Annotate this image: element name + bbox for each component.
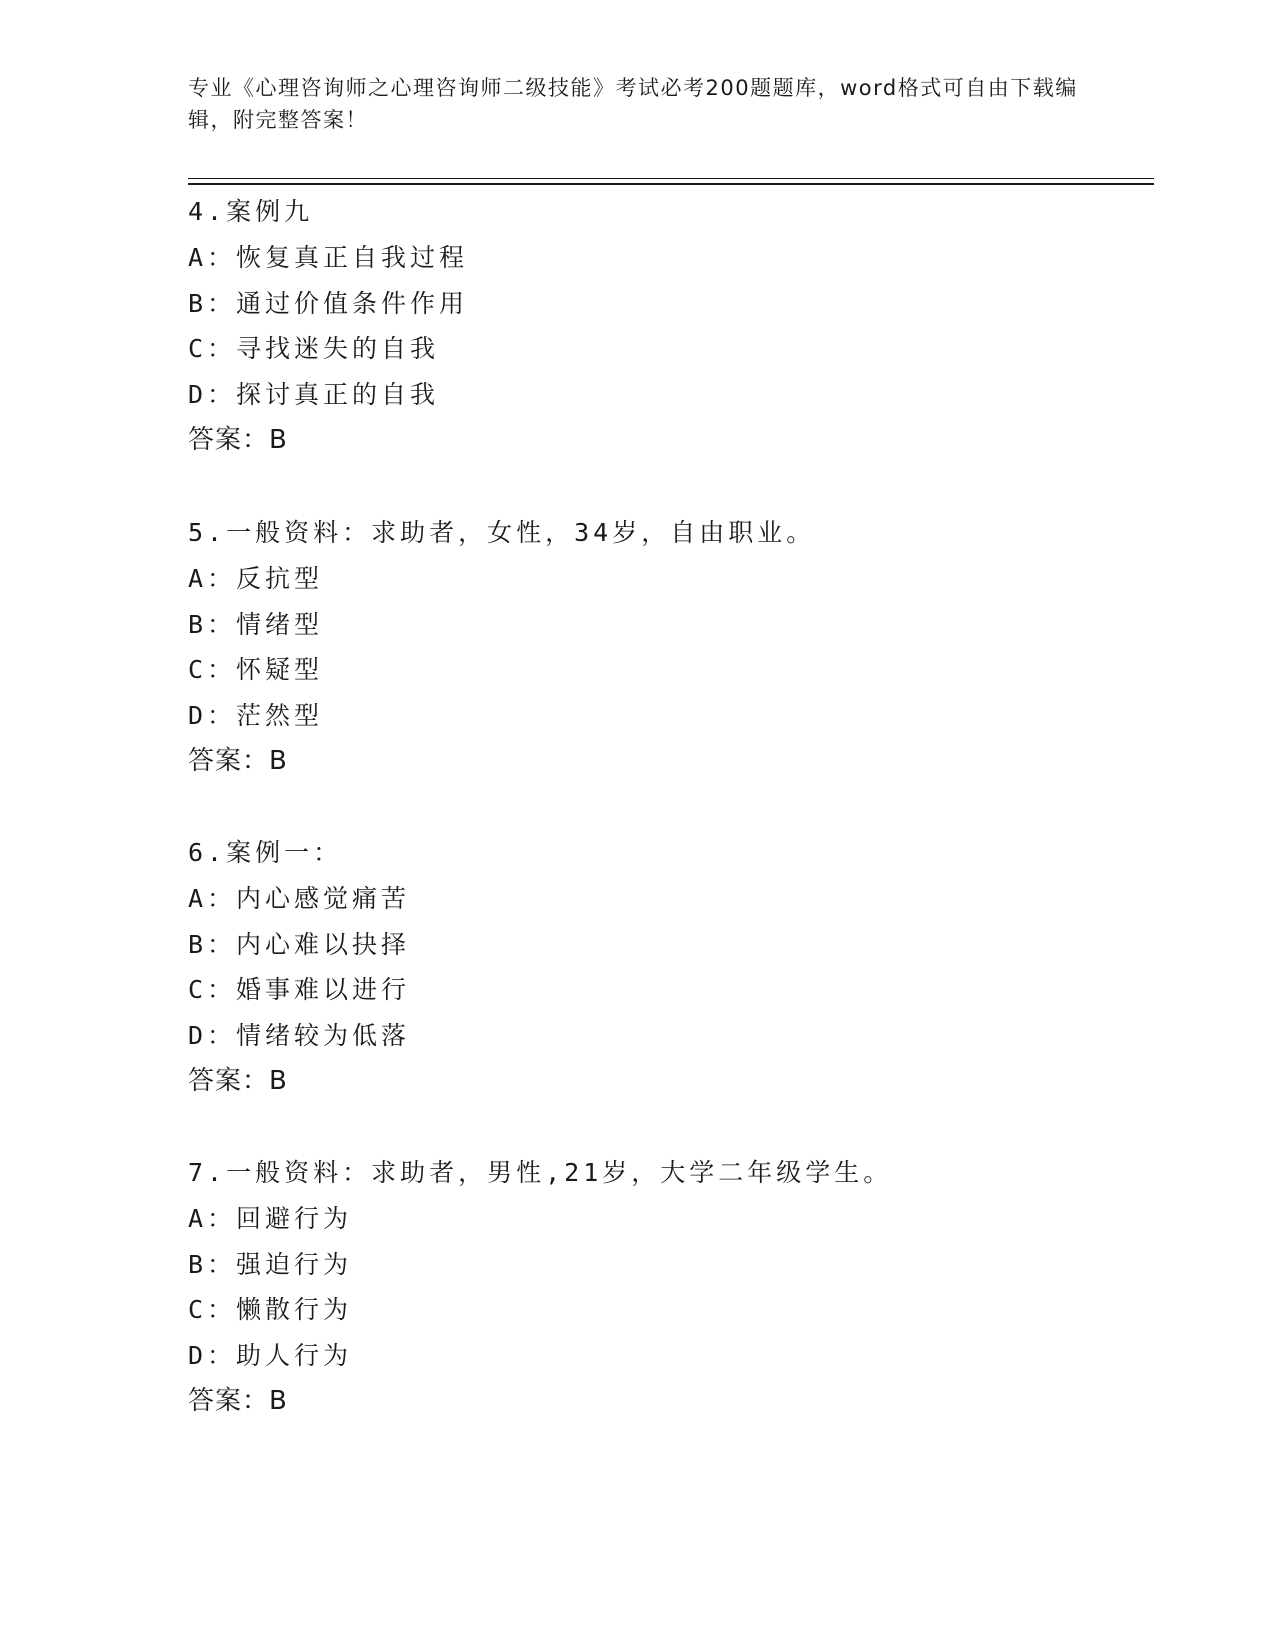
option-a: A：恢复真正自我过程	[188, 242, 469, 272]
option-d: D：情绪较为低落	[188, 1021, 411, 1051]
question-stem: 4.案例九	[188, 197, 314, 226]
option-c: C：寻找迷失的自我	[188, 334, 440, 364]
question-7	[188, 1150, 1148, 1425]
question-5	[188, 510, 1148, 785]
option-a: A：回避行为	[188, 1203, 353, 1233]
option-b: B：通过价值条件作用	[188, 288, 469, 318]
answer-line: 答案：B	[188, 745, 288, 776]
option-c: C：懒散行为	[188, 1295, 353, 1325]
header-divider-thick	[188, 183, 1154, 185]
option-b: B：情绪型	[188, 609, 324, 639]
option-a: A：反抗型	[188, 563, 324, 593]
option-b: B：强迫行为	[188, 1249, 353, 1279]
option-c: C：婚事难以进行	[188, 975, 411, 1005]
answer-line: 答案：B	[188, 424, 288, 455]
option-a: A：内心感觉痛苦	[188, 883, 411, 913]
question-6	[188, 830, 1148, 1105]
question-stem: 7.一般资料：求助者，男性,21岁，大学二年级学生。	[188, 1158, 893, 1187]
question-stem: 6.案例一：	[188, 838, 343, 867]
option-c: C：怀疑型	[188, 655, 324, 685]
option-d: D：茫然型	[188, 701, 324, 731]
option-b: B：内心难以抉择	[188, 929, 411, 959]
answer-line: 答案：B	[188, 1065, 288, 1096]
option-d: D：助人行为	[188, 1341, 353, 1371]
header-divider-thin	[188, 178, 1154, 179]
document-intro: 专业《心理咨询师之心理咨询师二级技能》考试必考200题题库，word格式可自由下载编辑，附完整答案！	[188, 76, 1078, 132]
question-stem: 5.一般资料：求助者，女性，34岁，自由职业。	[188, 518, 816, 547]
question-4	[188, 189, 1148, 464]
answer-line: 答案：B	[188, 1385, 288, 1416]
option-d: D：探讨真正的自我	[188, 380, 440, 410]
